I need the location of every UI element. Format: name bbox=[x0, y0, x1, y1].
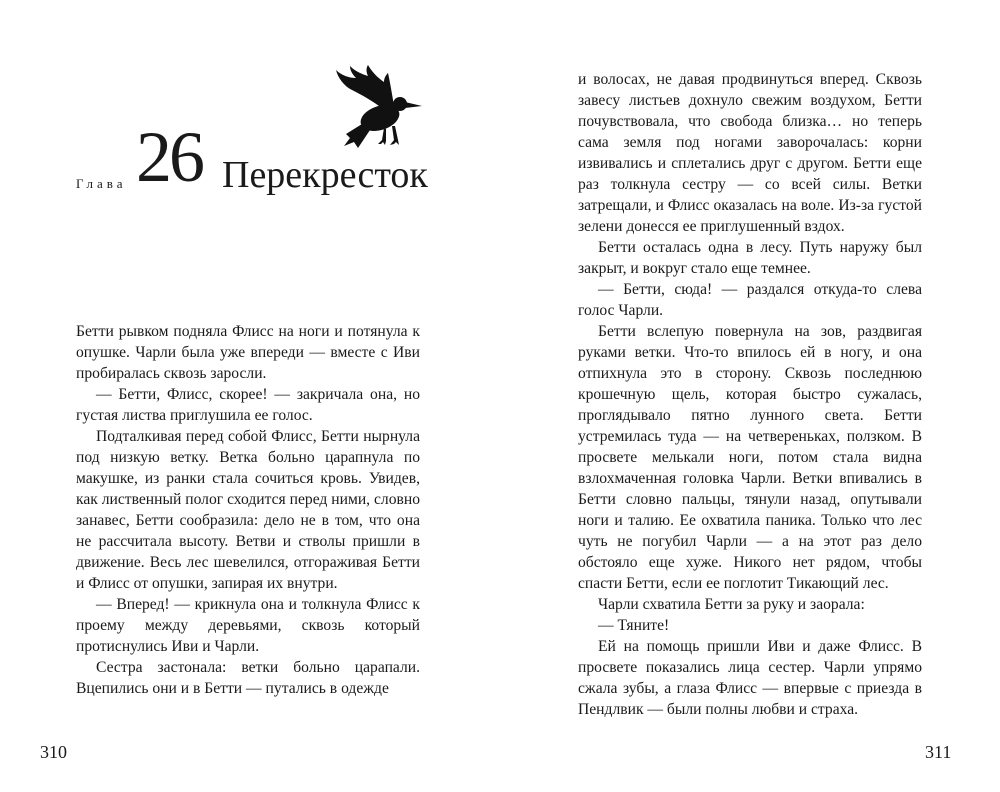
paragraph: Сестра застонала: ветки больно царапали. Вцепились они и в Бетти — путались в одежде bbox=[76, 659, 420, 697]
paragraph: Бетти вслепую повернула на зов, раздвигая руками ветки. Что-то впилось ей в ногу, и она отпихнула это в сторону. Сквозь последнюю крошечную щель, которая быстро сужалась, проглядывало пятно лунного света. Бетти устремилась туда — на четвереньках, ползком. В просвете мелькали ноги, потом стала видна взлохмаченная головка Чарли. Ветки впивались в Бетти словно пальцы, тянули назад, опутывали ноги и талию. Ее охватила паника. Только что лес чуть не погубил Чарли — а на этот раз дело обстояло еще хуже. Никого нет рядом, чтобы спасти Бетти, если ее поглотит Тикающий лес. bbox=[578, 323, 922, 592]
paragraph: — Вперед! — крикнула она и толкнула Флисс к проему между деревьями, сквозь который протиснулись Иви и Чарли. bbox=[76, 596, 420, 655]
page-number-left: 310 bbox=[40, 742, 67, 762]
left-body-text bbox=[76, 321, 420, 699]
chapter-number: 26 bbox=[136, 117, 202, 197]
crow-icon bbox=[328, 60, 428, 160]
paragraph: Бетти осталась одна в лесу. Путь наружу был закрыт, и вокруг стало еще темнее. bbox=[578, 239, 922, 277]
paragraph: и волосах, не давая продвинуться вперед. Сквозь завесу листьев дохнуло свежим воздухом, Бетти почувствовала, что свобода близка… но теперь сама земля под ногами заворочалась: корни извивались и сплетались друг с другом. Бетти еще раз толкнула сестру — со всей силы. Ветки затрещали, и Флисс оказалась на воле. Из-за густой зелени донесся ее приглушенный вздох. bbox=[578, 71, 922, 235]
paragraph: Подталкивая перед собой Флисс, Бетти нырнула под низкую ветку. Ветка больно царапнула по макушке, из ранки стала сочиться кровь. Увидев, как лиственный полог сходится перед ними, словно занавес, Бетти сообразила: дело не в том, что она не рассчитала высоту. Ветви и стволы пришли в движение. Весь лес шевелился, отгораживая Бетти и Флисс от опушки, запирая их внутри. bbox=[76, 428, 420, 592]
paragraph: — Бетти, Флисс, скорее! — закричала она, но густая листва приглушила ее голос. bbox=[76, 386, 420, 424]
right-body-text bbox=[578, 69, 922, 720]
page-number-right: 311 bbox=[925, 742, 952, 762]
paragraph: Ей на помощь пришли Иви и даже Флисс. В просвете показались лица сестер. Чарли упрямо сжала зубы, а глаза Флисс — впервые с приезда в Пендлвик — были полны любви и страха. bbox=[578, 638, 922, 718]
chapter-title: Перекресток bbox=[222, 154, 428, 196]
paragraph: Бетти рывком подняла Флисс на ноги и потянула к опушке. Чарли была уже впереди — вместе с Иви пробиралась сквозь заросли. bbox=[76, 323, 420, 382]
right-page bbox=[500, 0, 1000, 792]
paragraph: Чарли схватила Бетти за руку и заорала: bbox=[598, 596, 865, 613]
chapter-label: Глава bbox=[76, 176, 127, 191]
paragraph: — Тяните! bbox=[598, 617, 670, 634]
chapter-heading bbox=[0, 0, 500, 230]
paragraph: — Бетти, сюда! — раздался откуда-то слева голос Чарли. bbox=[578, 281, 922, 319]
